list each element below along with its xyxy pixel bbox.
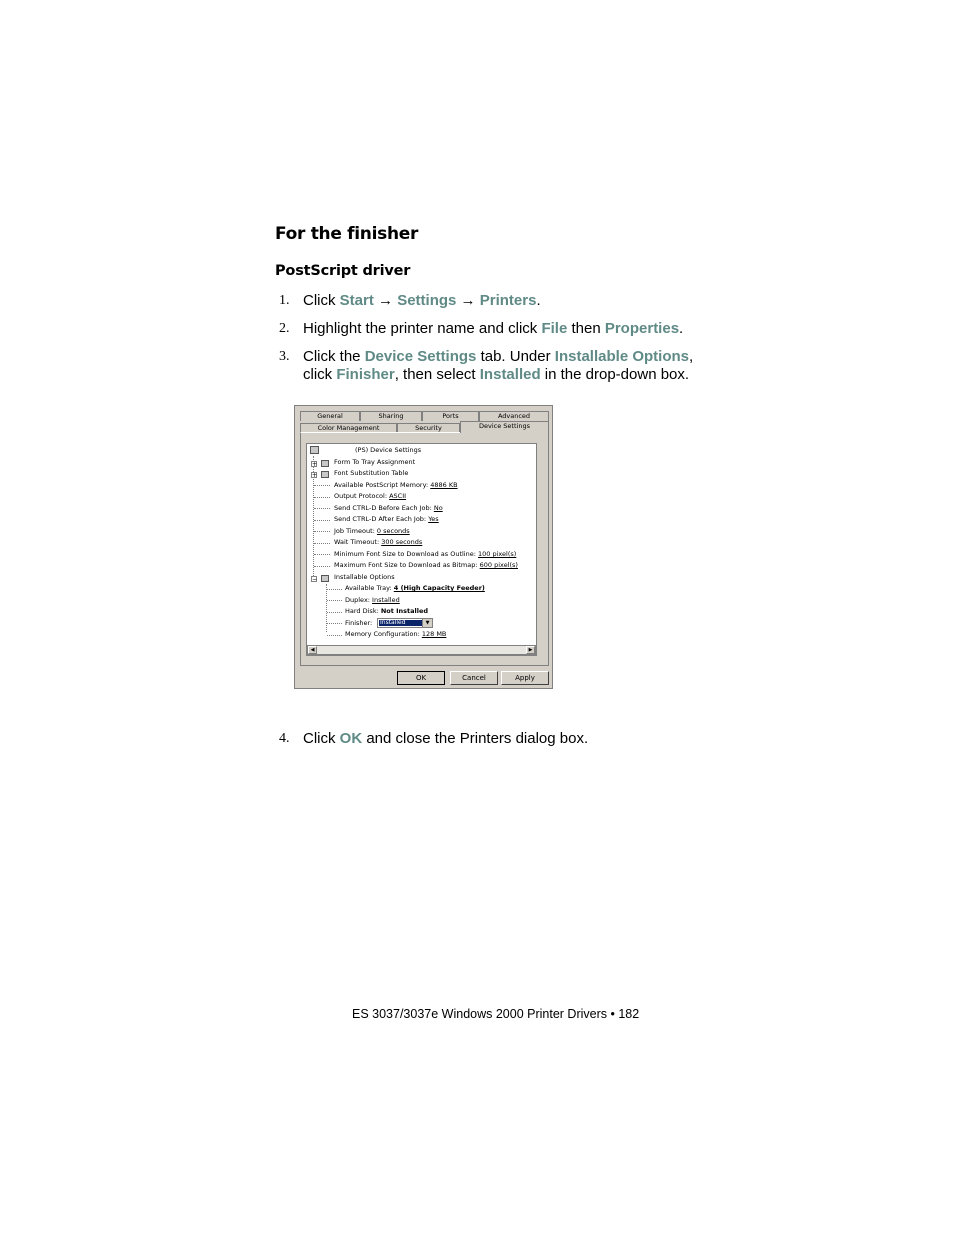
tree-item[interactable]: Available PostScript Memory: 4886 KB [334, 481, 458, 489]
scroll-right-icon[interactable]: ▶ [526, 646, 535, 654]
step-number: 3. [279, 349, 290, 364]
tab-sharing[interactable]: Sharing [360, 411, 422, 421]
tree-item[interactable]: Output Protocol: ASCII [334, 492, 407, 500]
tab-advanced[interactable]: Advanced [479, 411, 549, 421]
tree-installable-options[interactable]: Installable Options [334, 573, 395, 581]
device-settings-dialog [294, 405, 553, 689]
expand-icon[interactable]: + [312, 472, 318, 479]
horizontal-scrollbar[interactable] [307, 645, 536, 655]
tree-item[interactable]: Send CTRL-D After Each Job: Yes [334, 515, 439, 523]
chevron-down-icon[interactable]: ▼ [422, 619, 432, 627]
step-number: 4. [279, 731, 290, 746]
step-text: Click the Device Settings tab. Under Installable Options, click Finisher, then select Installed in the drop-down box. [303, 348, 694, 383]
scroll-left-icon[interactable]: ◀ [308, 646, 317, 654]
apply-button[interactable]: Apply [501, 671, 549, 685]
finisher-dropdown[interactable] [377, 618, 433, 628]
tree-item[interactable]: Send CTRL-D Before Each Job: No [334, 504, 443, 512]
finisher-selected-value: Installed [379, 620, 423, 626]
tab-general[interactable]: General [300, 411, 360, 421]
font-icon [321, 471, 329, 478]
step-text: Click Start → Settings → Printers. [303, 292, 541, 309]
tree-root: (PS) Device Settings [355, 446, 422, 454]
tab-device-settings[interactable]: Device Settings [460, 421, 549, 433]
option-item[interactable]: Memory Configuration: 128 MB [345, 630, 447, 638]
settings-icon [321, 460, 329, 467]
option-item[interactable]: Available Tray: 4 (High Capacity Feeder) [345, 584, 485, 592]
tree-item[interactable]: Maximum Font Size to Download as Bitmap: 600 pixel(s) [334, 561, 518, 569]
tab-ports[interactable]: Ports [422, 411, 479, 421]
cancel-button[interactable]: Cancel [450, 671, 498, 685]
tree-item[interactable]: Job Timeout: 0 seconds [334, 527, 410, 535]
ok-button[interactable]: OK [397, 671, 445, 685]
step-text: Highlight the printer name and click File then Properties. [303, 320, 684, 337]
tab-security[interactable]: Security [397, 423, 460, 433]
section-heading: For the finisher [275, 224, 419, 244]
tree-item[interactable]: Wait Timeout: 300 seconds [334, 538, 423, 546]
settings-tree [306, 443, 537, 656]
tree-font-substitution[interactable]: Font Substitution Table [334, 469, 409, 477]
page-footer: ES 3037/3037e Windows 2000 Printer Drivers • 182 [352, 1007, 640, 1021]
option-item[interactable]: Duplex: Installed [345, 596, 400, 604]
options-icon [321, 575, 329, 582]
step-text: Click OK and close the Printers dialog box. [303, 730, 589, 747]
option-finisher: Finisher: [345, 619, 373, 627]
tab-color-management[interactable]: Color Management [300, 423, 397, 433]
option-item[interactable]: Hard Disk: Not Installed [345, 607, 429, 615]
step-number: 1. [279, 293, 290, 308]
collapse-icon[interactable]: − [312, 576, 318, 583]
expand-icon[interactable]: + [312, 461, 318, 468]
tree-item[interactable]: Minimum Font Size to Download as Outline: 100 pixel(s) [334, 550, 517, 558]
printer-icon [310, 446, 319, 454]
tree-form-to-tray[interactable]: Form To Tray Assignment [334, 458, 416, 466]
subsection-heading: PostScript driver [275, 263, 411, 279]
step-number: 2. [279, 321, 290, 336]
